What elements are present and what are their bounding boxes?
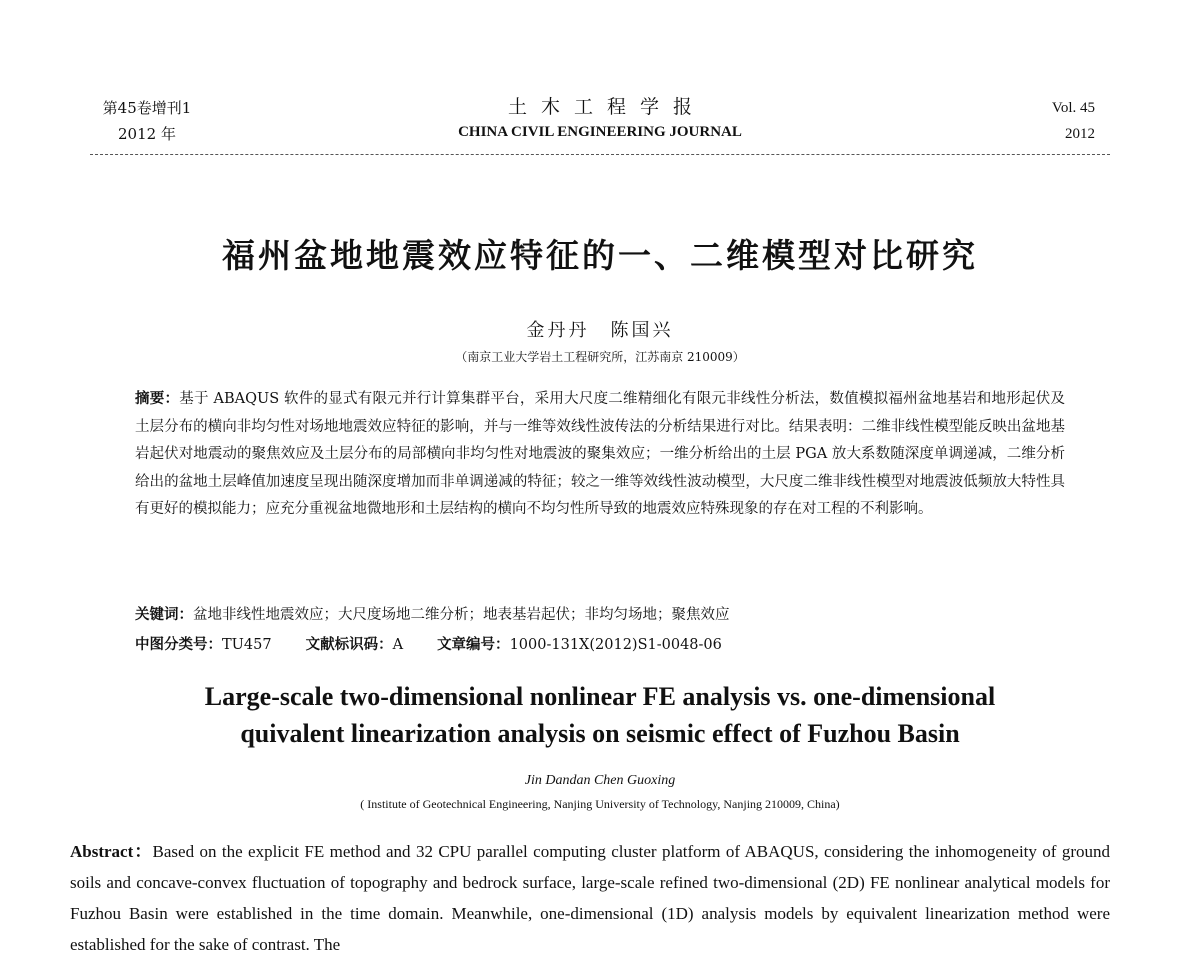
clc-value: TU457: [222, 637, 272, 653]
clc-label: 中图分类号：: [135, 637, 222, 653]
authors-en: Jin Dandan Chen Guoxing: [524, 773, 676, 788]
abstract-cn: [135, 386, 1065, 524]
journal-name-en: CHINA CIVIL ENGINEERING JOURNAL: [458, 124, 742, 140]
paper-title-en-line2: quivalent linearization analysis on seismic effect of Fuzhou Basin: [240, 719, 960, 748]
keywords-cn-label: 关键词：: [135, 607, 193, 623]
journal-name-cn: 土木工程学报: [507, 96, 706, 118]
abstract-en-label: Abstract: [70, 842, 134, 861]
article-no-label: 文章编号：: [437, 637, 510, 653]
header-center: [380, 93, 820, 143]
article-no-value: 1000-131X(2012)S1-0048-06: [509, 637, 722, 653]
classification-line: [135, 634, 722, 656]
volume-issue-cn: 第45卷增刊1: [102, 99, 192, 117]
keywords-cn-text: 盆地非线性地震效应；大尺度场地二维分析；地表基岩起伏；非均匀场地；聚焦效应: [193, 607, 730, 623]
abstract-en: [70, 836, 1110, 960]
affiliation-cn: （南京工业大学岩土工程研究所，江苏南京 210009）: [455, 350, 745, 364]
abstract-cn-text: 基于 ABAQUS 软件的显式有限元并行计算集群平台，采用大尺度二维精细化有限元非线性分析法，数值模拟福州盆地基岩和地形起伏及土层分布的横向非均匀性对场地地震效应特征的影响，并与一维等效线性波传法的分析结果进行对比。结果表明：二维非线性模型能反映出盆地基岩起伏对地震动的聚焦效应及土层分布的局部横向非均匀性对地震波的聚集效应；一维分析给出的土层 PGA 放大系数随深度单调递减，二维分析给出的盆地土层峰值加速度呈现出随深度增加而非单调递减的特征；较之一维等效线性波动模型，大尺度二维非线性模型对地震波低频放大特性具有更好的模拟能力；应充分重视盆地微地形和土层结构的横向不均匀性所导致的地震效应特殊现象的存在对工程的不利影响。: [135, 391, 1065, 517]
year-cn: 2012 年: [118, 125, 176, 143]
abstract-en-separator: ：: [133, 842, 153, 861]
authors-cn: 金丹丹 陈国兴: [526, 320, 674, 341]
volume-en: Vol. 45: [1051, 100, 1095, 116]
paper-title-cn: 福州盆地地震效应特征的一、二维模型对比研究: [222, 236, 978, 275]
paper-title-en-line1: Large-scale two-dimensional nonlinear FE analysis vs. one-dimensional: [204, 682, 996, 711]
abstract-cn-label: 摘要：: [135, 391, 180, 407]
doc-code-label: 文献标识码：: [305, 637, 393, 653]
paper-title-en: [0, 678, 1200, 752]
abstract-en-text: Based on the explicit FE method and 32 CPU parallel computing cluster platform of ABAQUS, considering the inhomogeneity of ground soils and concave-convex fluctuation of topography and bedrock surface, large-scale refined two-dimensional (2D) FE nonlinear analytical models for Fuzhou Basin were established in the time domain. Meanwhile, one-dimensional (1D) analysis models by equivalent linearization method were established for the sake of contrast. The: [70, 842, 1110, 954]
keywords-cn: [135, 602, 1065, 630]
header-left: [88, 95, 206, 147]
header-right: [1052, 95, 1095, 147]
affiliation-en: ( Institute of Geotechnical Engineering, Nanjing University of Technology, Nanjing 210009, China): [360, 797, 840, 811]
header-divider: [90, 154, 1110, 155]
doc-code-value: A: [392, 637, 404, 653]
year-en: 2012: [1065, 126, 1095, 142]
